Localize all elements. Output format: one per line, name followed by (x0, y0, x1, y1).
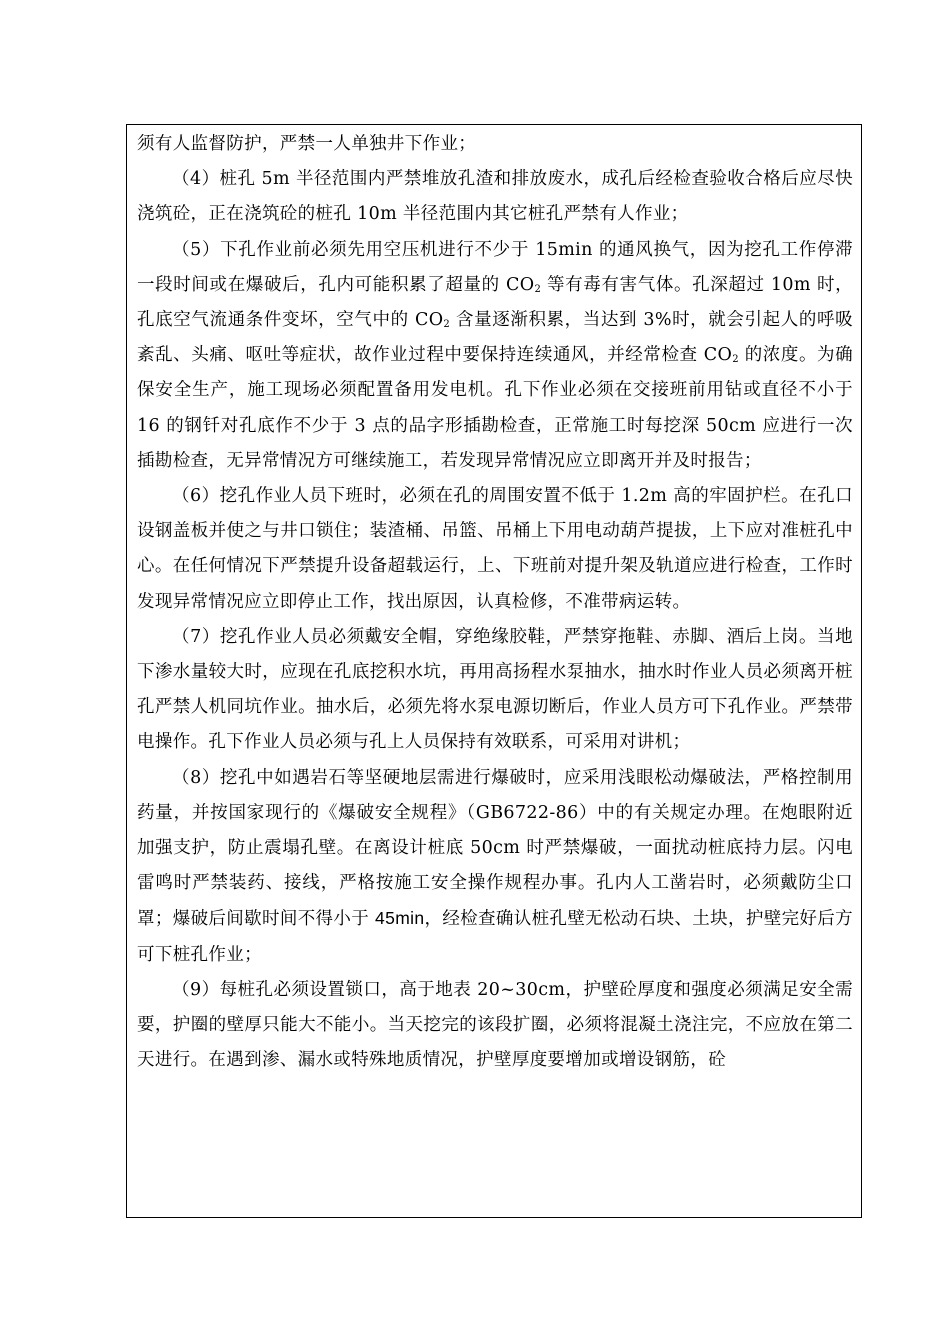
paragraph-item-5 (137, 233, 853, 479)
item-8-text-1: （8）挖孔中如遇岩石等坚硬地层需进行爆破时，应采用浅眼松动爆破法，严格控制用药量，并按国家现行的《爆破安全规程》（GB6722-86）中的有关规定办理。在炮眼附近加强支护，防止震塌孔壁。在离设计桩底 50cm 时严禁爆破，一面扰动桩底持力层。闪电雷鸣时严禁装药、接线，严格按施工安全操作规程办事。孔内人工凿岩时，必须戴防尘口罩；爆破后间歇时间不得小于 (137, 767, 853, 930)
co2-subscript: 2 (732, 354, 739, 366)
paragraph-item-6: （6）挖孔作业人员下班时，必须在孔的周围安置不低于 1.2m 高的牢固护栏。在孔口设钢盖板并使之与井口锁住；装渣桶、吊篮、吊桶上下用电动葫芦提拔，上下应对准桩孔中心。在任何情况下严禁提升设备超载运行，上、下班前对提升架及轨道应进行检查，工作时发现异常情况应立即停止工作，找出原因，认真检修，不准带病运转。 (137, 486, 853, 612)
item-5-text-3: 含量逐渐积累，当达到 3%时，就会引起人的呼吸紊乱、头痛、呕吐等症状，故作业过程中要保持连续通风，并经常检查 CO (137, 310, 853, 366)
paragraph-continuation: 须有人监督防护，严禁一人单独井下作业； (137, 134, 477, 154)
paragraph-item-7: （7）挖孔作业人员必须戴安全帽，穿绝缘胶鞋，严禁穿拖鞋、赤脚、酒后上岗。当地下渗水量较大时，应现在孔底挖积水坑，再用高扬程水泵抽水，抽水时作业人员必须离开桩孔严禁人机同坑作业。抽水后，必须先将水泵电源切断后，作业人员方可下孔作业。严禁带电操作。孔下作业人员必须与孔上人员保持有效联系，可采用对讲机； (137, 626, 853, 753)
paragraph-item-8 (137, 761, 853, 973)
item-8-text-2: ，经检查确认桩孔壁无松动石块、土块，护壁完好后方可下桩孔作业； (137, 909, 853, 965)
co2-subscript: 2 (534, 283, 541, 295)
co2-subscript: 2 (443, 319, 450, 331)
item-8-time-value: 45min (375, 908, 425, 929)
document-body (127, 125, 861, 1078)
paragraph-item-4: （4）桩孔 5m 半径范围内严禁堆放孔渣和排放废水，成孔后经检查验收合格后应尽快浇筑砼，正在浇筑砼的桩孔 10m 半径范围内其它桩孔严禁有人作业； (137, 169, 853, 225)
item-5-text-1: （5）下孔作业前必须先用空压机进行不少于 15min 的通风换气，因为挖孔工作停滞一段时间或在爆破后，孔内可能积累了超量的 CO (137, 239, 853, 295)
document-frame (126, 124, 862, 1218)
item-5-text-2: 等有毒有害气体。孔深超过 10m 时，孔底空气流通条件变坏，空气中的 CO (137, 274, 853, 331)
item-5-text-4: 的浓度。为确保安全生产，施工现场必须配置备用发电机。孔下作业必须在交接班前用钻或直径不小于 16 的钢钎对孔底作不少于 3 点的品字形插勘检查，正常施工时每挖深 50cm 应进行一次插勘检查，无异常情况方可继续施工，若发现异常情况应立即离开并及时报告； (137, 345, 853, 471)
paragraph-item-9: （9）每桩孔必须设置锁口，高于地表 20~30cm，护壁砼厚度和强度必须满足安全需要，护圈的壁厚只能大不能小。当天挖完的该段扩圈，必须将混凝土浇注完，不应放在第二天进行。在遇到渗、漏水或特殊地质情况，护壁厚度要增加或增设钢筋，砼 (137, 979, 853, 1071)
